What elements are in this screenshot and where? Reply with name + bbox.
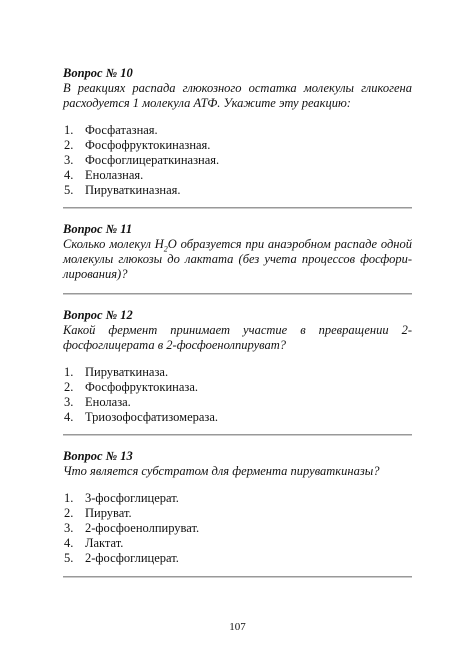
option-label: Пируваткиназная. (85, 183, 181, 197)
option-number: 1. (64, 491, 74, 505)
option-number: 4. (64, 536, 74, 550)
option-label: Енолаза. (85, 395, 131, 409)
option-label: 2-фосфоглицерат. (85, 551, 179, 565)
question-title: Вопрос № 13 (63, 449, 133, 463)
option-number: 5. (64, 183, 74, 197)
question-title: Вопрос № 12 (63, 308, 133, 322)
answer-option (63, 123, 412, 138)
option-number: 5. (64, 551, 74, 565)
answer-option (63, 365, 412, 380)
question-11 (63, 222, 412, 282)
answer-option (63, 536, 412, 551)
question-text-line: Сколько молекул $H_2O$ образуется при анаэробном распаде одной (63, 237, 413, 254)
answer-list (63, 365, 412, 425)
question-text-line: фосфоглицерата в 2-фосфоенолпируват? (63, 338, 286, 352)
question-text-line: Какой фермент принимает участие в превращении 2- (63, 323, 412, 337)
option-label: Пируваткиназа. (85, 365, 169, 379)
option-label: 3-фосфоглицерат. (85, 491, 179, 505)
option-label: Фосфатазная. (85, 123, 158, 137)
option-label: Фосфоглицераткиназная. (85, 153, 220, 167)
option-number: 1. (64, 123, 74, 137)
question-12 (63, 308, 412, 425)
question-text-line: Что является субстратом для фермента пируваткиназы? (63, 464, 380, 478)
question-title: Вопрос № 11 (63, 222, 133, 236)
option-number: 2. (64, 380, 74, 394)
answer-option (63, 551, 412, 566)
option-number: 3. (64, 153, 74, 167)
option-label: Енолазная. (85, 168, 144, 182)
answer-option (63, 380, 412, 395)
option-label: Пируват. (85, 506, 132, 520)
answer-option (63, 491, 412, 506)
question-text-line: расходуется 1 молекула АТФ. Укажите эту реакцию: (63, 96, 351, 110)
answer-option (63, 183, 412, 198)
answer-option (63, 153, 412, 168)
answer-option (63, 410, 412, 425)
option-number: 2. (64, 506, 74, 520)
answer-option (63, 521, 412, 536)
answer-option (63, 395, 412, 410)
divider-rule (63, 434, 412, 436)
option-number: 1. (64, 365, 74, 379)
question-13 (63, 449, 412, 566)
divider-rule (63, 207, 412, 209)
question-10 (63, 66, 412, 198)
divider-rule (63, 576, 412, 578)
answer-list (63, 123, 412, 198)
option-number: 2. (64, 138, 74, 152)
option-number: 3. (64, 521, 74, 535)
option-label: Триозофосфатизомераза. (85, 410, 219, 424)
question-text-line: лирования)? (63, 267, 128, 281)
option-number: 3. (64, 395, 74, 409)
answer-option (63, 168, 412, 183)
option-number: 4. (64, 168, 74, 182)
divider-rule (63, 293, 412, 295)
answer-option (63, 138, 412, 153)
answer-list (63, 491, 412, 566)
option-label: Фосфофруктокиназа. (85, 380, 198, 394)
question-text-line: молекулы глюкозы до лактата (без учета процессов фосфори- (63, 252, 412, 266)
answer-option (63, 506, 412, 521)
page-number: 107 (229, 621, 246, 633)
option-label: Лактат. (85, 536, 124, 550)
question-text-line: В реакциях распада глюкозного остатка молекулы гликогена (63, 81, 412, 95)
question-title: Вопрос № 10 (63, 66, 133, 80)
option-label: 2-фосфоенолпируват. (85, 521, 200, 535)
option-number: 4. (64, 410, 74, 424)
option-label: Фосфофруктокиназная. (85, 138, 211, 152)
